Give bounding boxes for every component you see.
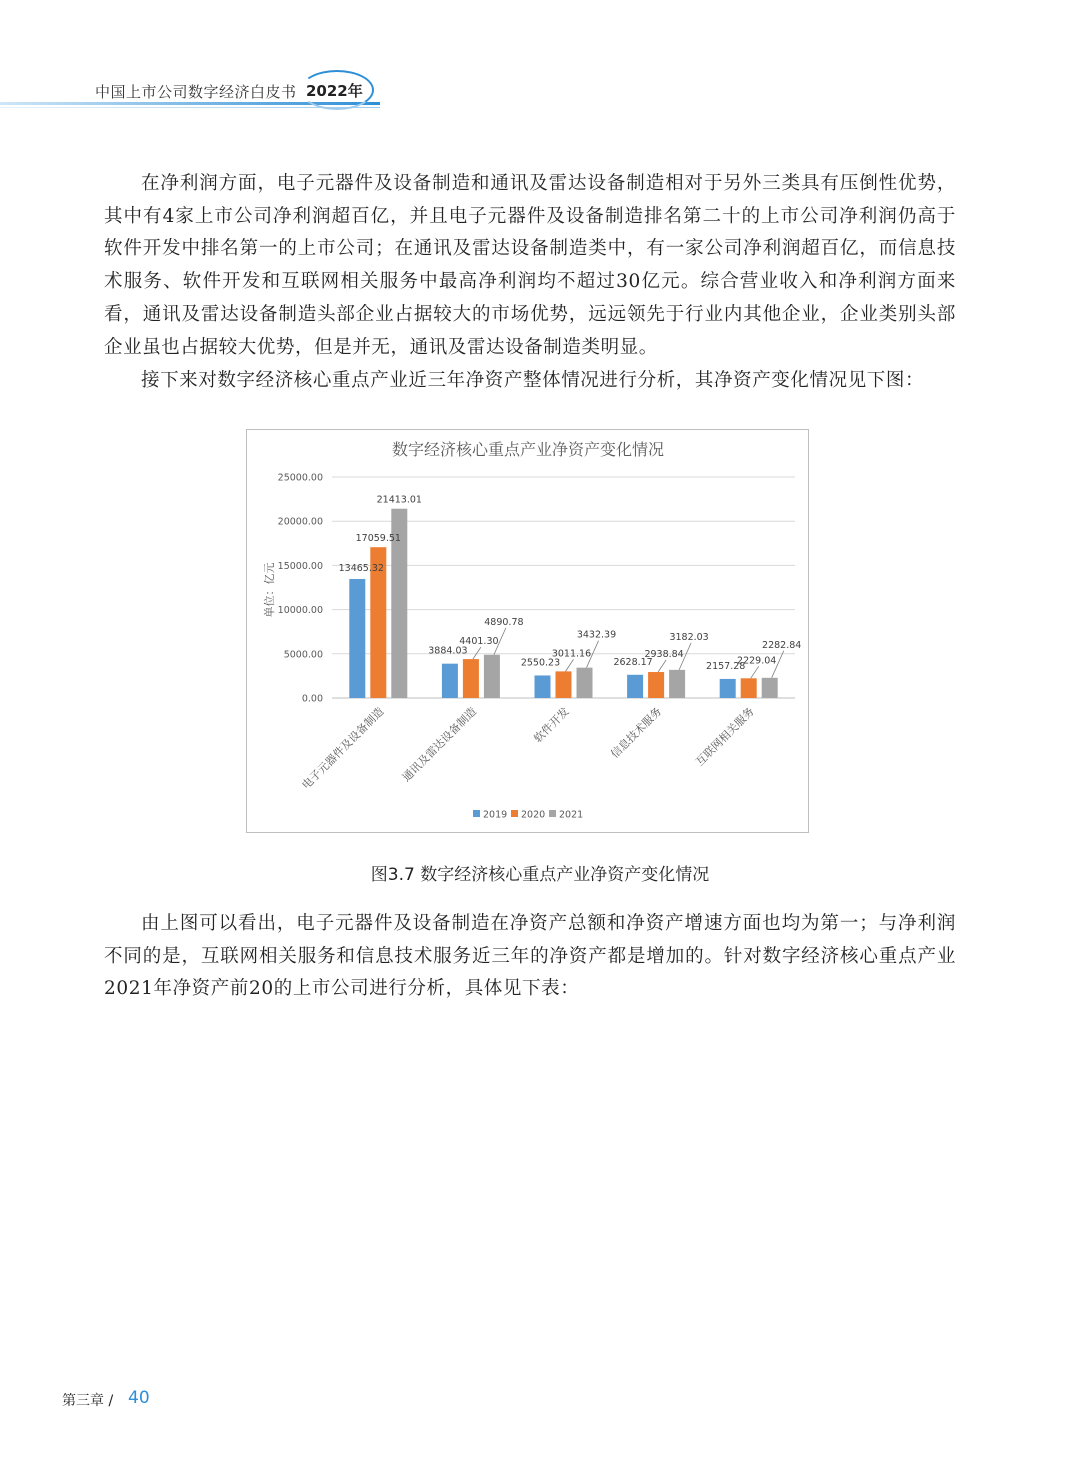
data-label: 2550.23 bbox=[520, 657, 561, 669]
data-label: 2229.04 bbox=[737, 655, 777, 667]
bar-2020-1 bbox=[463, 659, 479, 698]
y-tick-label: 5000.00 bbox=[283, 649, 323, 661]
page-number: 40 bbox=[128, 1388, 150, 1408]
bar-2020-3 bbox=[648, 672, 664, 698]
data-label: 3011.16 bbox=[551, 648, 592, 660]
bar-2021-3 bbox=[669, 670, 685, 698]
legend-swatch-2020 bbox=[511, 810, 518, 817]
data-label: 4401.30 bbox=[459, 636, 499, 648]
data-label: 2282.84 bbox=[762, 639, 802, 651]
footer-chapter: 第三章 / bbox=[62, 1393, 114, 1409]
bar-2019-0 bbox=[349, 579, 365, 698]
bar-2020-4 bbox=[741, 678, 757, 698]
data-label: 13465.32 bbox=[338, 562, 384, 574]
bar-2019-2 bbox=[535, 675, 551, 698]
data-label-leader bbox=[751, 666, 759, 678]
data-label: 3182.03 bbox=[669, 631, 709, 643]
year-badge-text: 2022年 bbox=[306, 82, 363, 100]
data-label: 2157.28 bbox=[706, 660, 746, 672]
data-label-leader bbox=[473, 647, 481, 659]
chart-frame bbox=[246, 429, 809, 833]
data-label: 2938.84 bbox=[644, 649, 684, 661]
legend-label: 2020 bbox=[521, 809, 546, 821]
category-label: 电子元器件及设备制造 bbox=[299, 704, 387, 792]
category-label: 信息技术服务 bbox=[608, 704, 665, 761]
data-label: 21413.01 bbox=[376, 494, 422, 506]
data-label: 3884.03 bbox=[428, 645, 468, 657]
paragraph-intro-chart: 接下来对数字经济核心重点产业近三年净资产整体情况进行分析，其净资产变化情况见下图： bbox=[141, 370, 925, 391]
category-label: 软件开发 bbox=[531, 704, 572, 746]
y-tick-label: 15000.00 bbox=[277, 560, 323, 572]
bar-2021-4 bbox=[762, 678, 778, 698]
bar-2020-2 bbox=[556, 671, 572, 698]
book-title: 中国上市公司数字经济白皮书 bbox=[95, 83, 297, 101]
figure-caption: 图3.7 数字经济核心重点产业净资产变化情况 bbox=[370, 865, 710, 885]
y-tick-label: 0.00 bbox=[301, 693, 323, 705]
paragraph-net-profit: 在净利润方面，电子元器件及设备制造和通讯及雷达设备制造相对于另外三类具有压倒性优势，其中有4家上市公司净利润超百亿，并且电子元器件及设备制造排名第二十的上市公司净利润仍高于软件开发中排名第一的上市公司；在通讯及雷达设备制造类中，有一家公司净利润超百亿，而信息技术服务、软件开发和互联网相关服务中最高净利润均不超过30亿元。综合营业收入和净利润方面来看，通讯及雷达设备制造头部企业占据较大的市场优势，远远领先于行业内其他企业，企业类别头部企业虽也占据较大优势，但是并无，通讯及雷达设备制造类明显。 bbox=[104, 173, 956, 358]
bar-2021-1 bbox=[484, 655, 500, 698]
y-tick-label: 25000.00 bbox=[277, 472, 323, 484]
data-label: 3432.39 bbox=[576, 629, 617, 641]
data-label: 4890.78 bbox=[484, 616, 524, 628]
chart-title: 数字经济核心重点产业净资产变化情况 bbox=[391, 440, 665, 459]
bar-2021-2 bbox=[577, 668, 593, 698]
y-axis-label: 单位：亿元 bbox=[263, 562, 276, 618]
data-label: 17059.51 bbox=[355, 533, 401, 545]
bar-2019-4 bbox=[720, 679, 736, 698]
paragraph-analysis: 由上图可以看出，电子元器件及设备制造在净资产总额和净资产增速方面也均为第一；与净利润不同的是，互联网相关服务和信息技术服务近三年的净资产都是增加的。针对数字经济核心重点产业2021年净资产前20的上市公司进行分析，具体见下表： bbox=[104, 913, 956, 1000]
bar-2019-1 bbox=[442, 664, 458, 698]
legend-swatch-2021 bbox=[549, 810, 556, 817]
y-tick-label: 10000.00 bbox=[277, 605, 323, 617]
data-label-leader bbox=[658, 660, 666, 672]
data-label: 2628.17 bbox=[613, 656, 653, 668]
legend-swatch-2019 bbox=[473, 810, 480, 817]
y-tick-label: 20000.00 bbox=[277, 516, 323, 528]
category-label: 通讯及雷达设备制造 bbox=[399, 704, 480, 785]
category-label: 互联网相关服务 bbox=[693, 704, 757, 769]
bar-2019-3 bbox=[627, 675, 643, 698]
legend-label: 2021 bbox=[559, 809, 584, 821]
legend-label: 2019 bbox=[483, 809, 508, 821]
net-assets-bar-chart bbox=[247, 430, 808, 832]
data-label-leader bbox=[566, 659, 574, 671]
